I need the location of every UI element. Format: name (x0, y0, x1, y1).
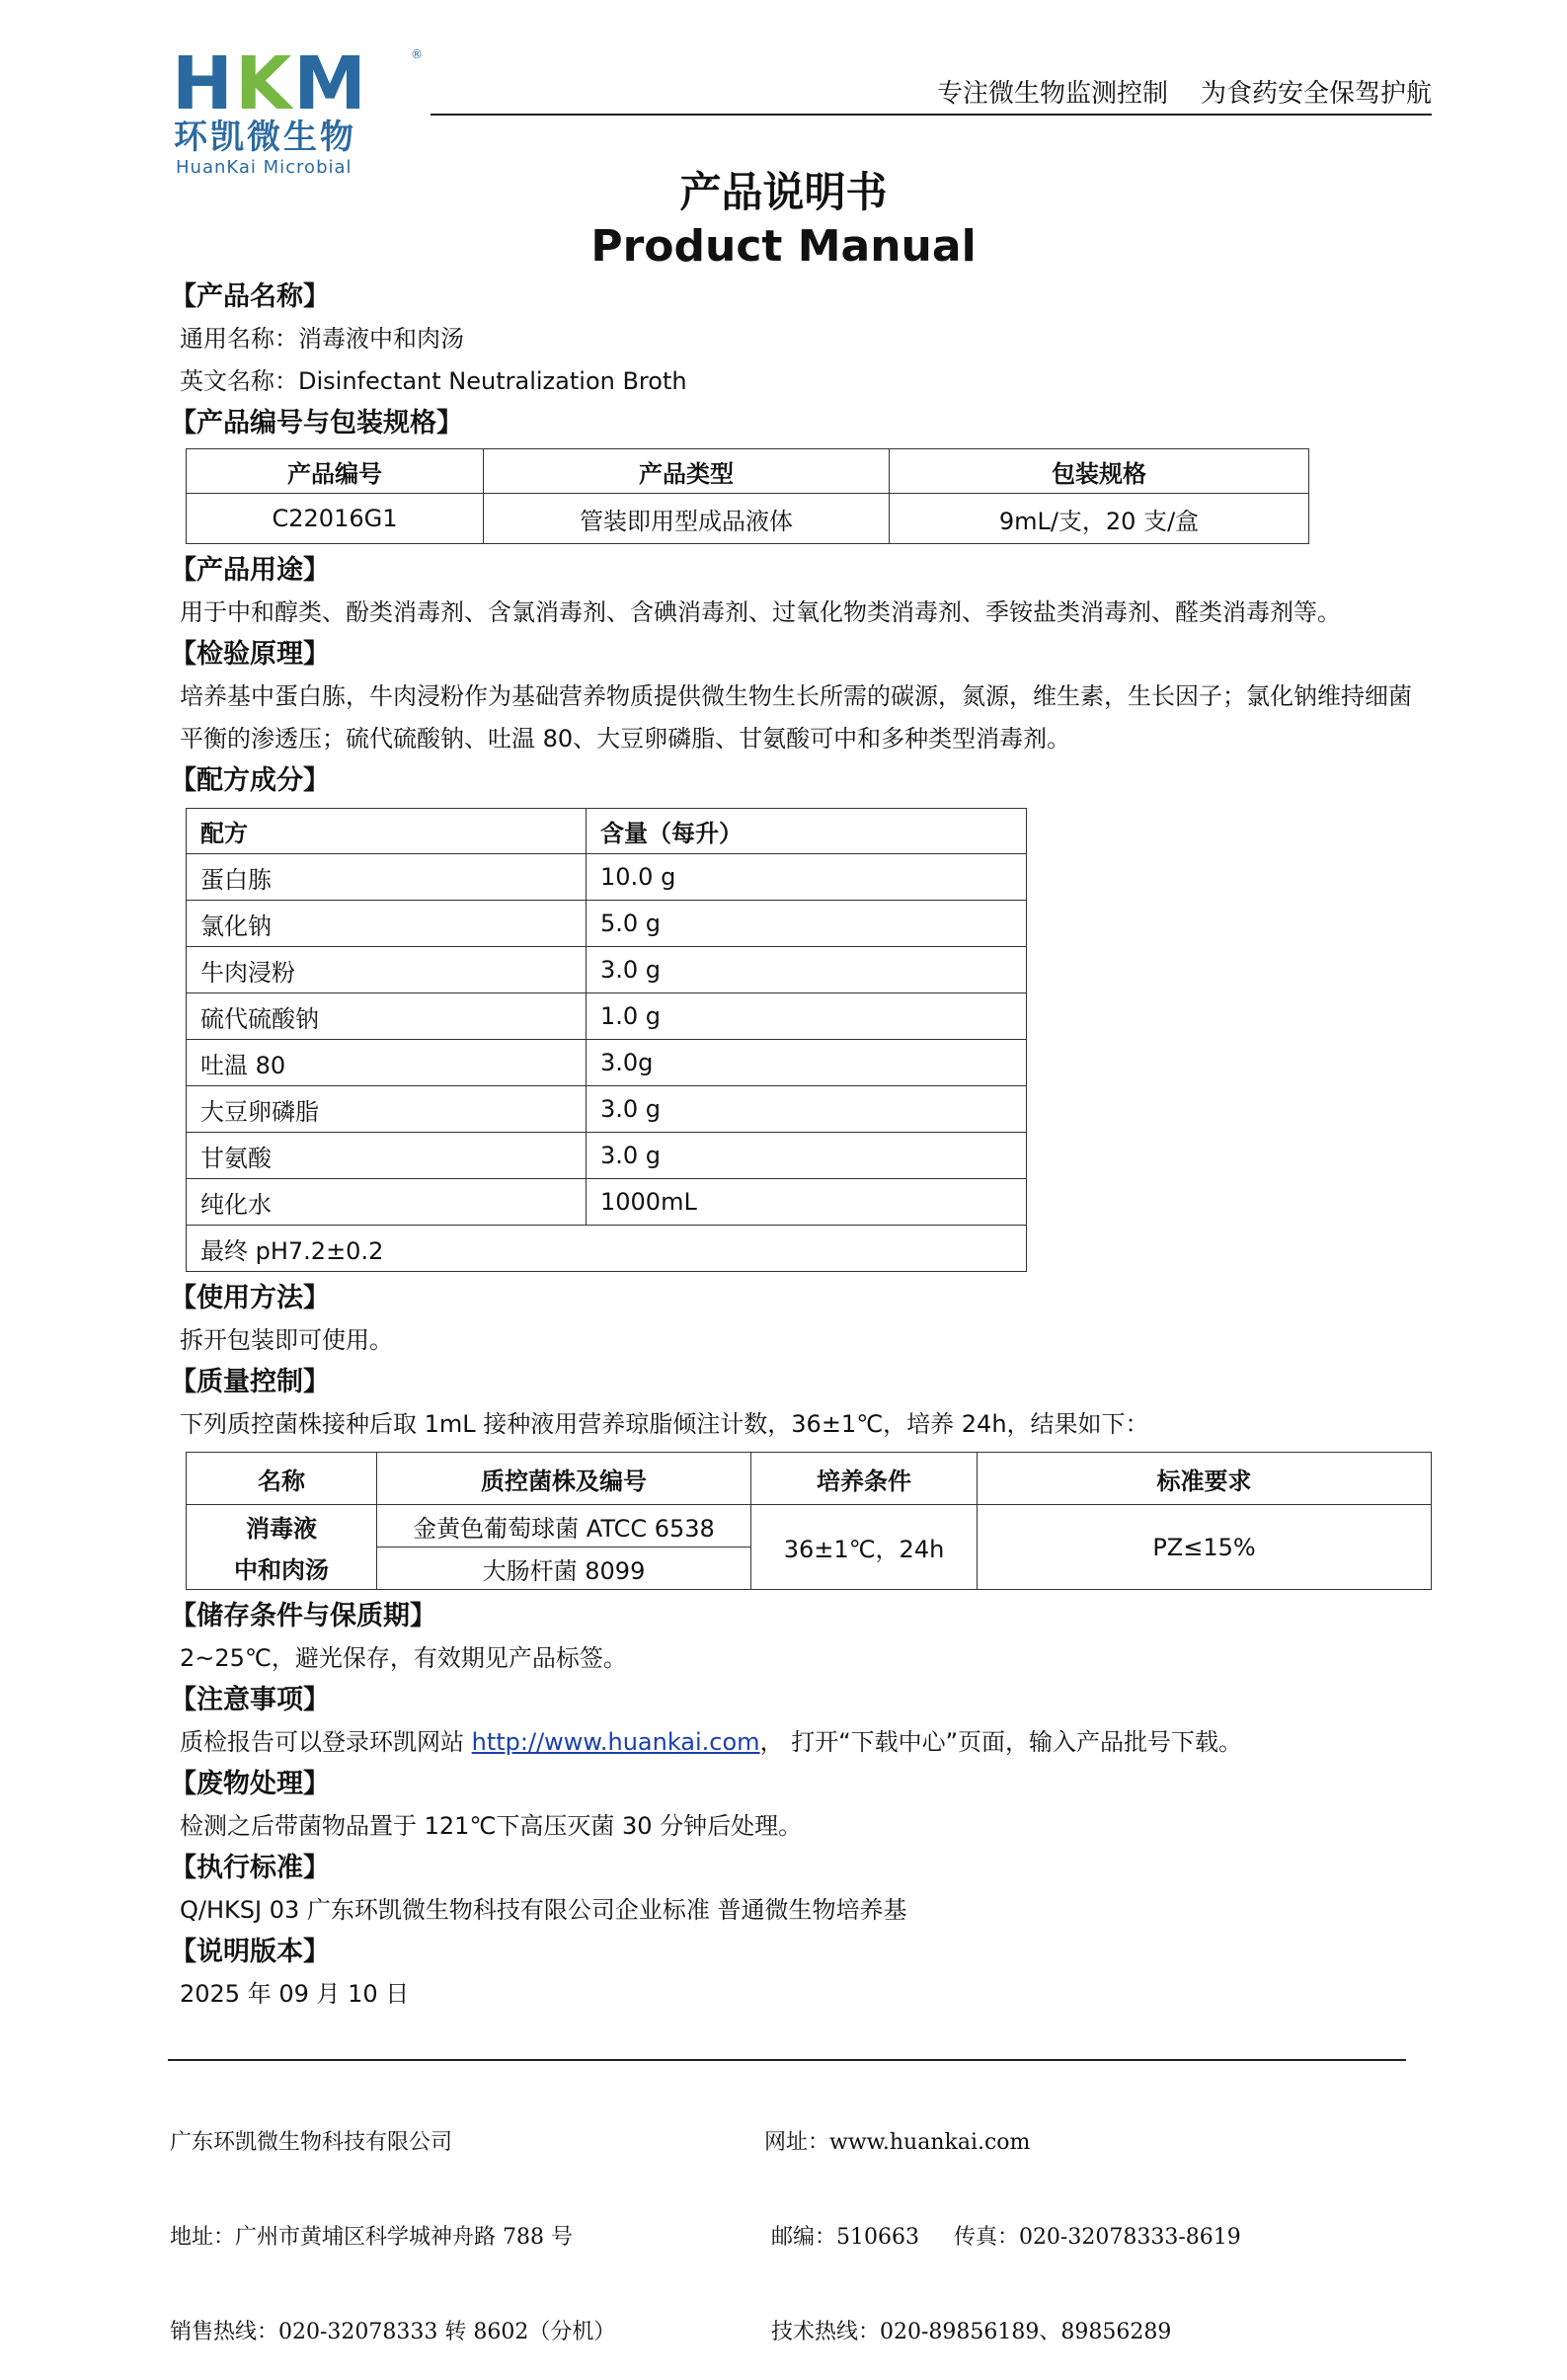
footer-sales: 销售热线：020-32078333 转 8602（分机） (170, 2320, 616, 2344)
ingredient-name: 硫代硫酸钠 (187, 993, 587, 1040)
registered-mark: ® (411, 47, 423, 61)
section-heading-storage: 【储存条件与保质期】 (170, 1601, 436, 1631)
logo-wordmark: HKM (172, 41, 368, 126)
table-header-cell: 配方 (187, 809, 587, 854)
ingredient-name: 大豆卵磷脂 (187, 1086, 587, 1133)
logo-chinese-name: 环凯微生物 (174, 118, 356, 157)
section-heading-version: 【说明版本】 (170, 1937, 330, 1967)
package-spec: 9mL/支，20 支/盒 (890, 494, 1309, 544)
storage-text: 2~25℃，避光保存，有效期见产品标签。 (180, 1644, 627, 1672)
package-table (186, 448, 1309, 544)
table-row (187, 494, 1309, 544)
section-heading-notes: 【注意事项】 (170, 1685, 330, 1715)
table-row (187, 854, 1027, 901)
qc-strain: 金黄色葡萄球菌 ATCC 6538 (377, 1505, 751, 1547)
table-header-cell: 名称 (187, 1453, 377, 1505)
table-header-cell: 质控菌株及编号 (377, 1453, 751, 1505)
footer-tech: 技术热线：020-89856189、89856289 (764, 2320, 1172, 2344)
section-heading-use: 【产品用途】 (170, 555, 330, 586)
table-row (187, 1179, 1027, 1226)
section-heading-formula: 【配方成分】 (170, 765, 330, 796)
waste-text: 检测之后带菌物品置于 121℃下高压灭菌 30 分钟后处理。 (180, 1812, 803, 1840)
footer-website: 网址：www.huankai.com (764, 2130, 1031, 2155)
use-text: 用于中和醇类、酚类消毒剂、含氯消毒剂、含碘消毒剂、过氧化物类消毒剂、季铵盐类消毒剂、醛类消毒剂等。 (180, 598, 1341, 626)
table-header-cell: 标准要求 (978, 1453, 1432, 1505)
notes-suffix: ， 打开“下载中心”页面，输入产品批号下载。 (759, 1728, 1243, 1756)
table-header-cell: 产品编号 (187, 449, 484, 494)
product-code: C22016G1 (187, 494, 484, 544)
english-name: 英文名称：Disinfectant Neutralization Broth (180, 367, 687, 395)
ingredient-amount: 3.0 g (587, 1133, 1027, 1179)
table-header-row (187, 449, 1309, 494)
section-heading-principle: 【检验原理】 (170, 639, 330, 670)
logo-english-name: HuanKai Microbial (176, 157, 353, 178)
ingredient-amount: 1000mL (587, 1179, 1027, 1226)
principle-line-1: 培养基中蛋白胨，牛肉浸粉作为基础营养物质提供微生物生长所需的碳源，氮源，维生素，生长因子；氯化钠维持细菌 (180, 682, 1412, 710)
table-header-cell: 产品类型 (484, 449, 890, 494)
table-row (187, 947, 1027, 993)
table-header-cell: 包装规格 (890, 449, 1309, 494)
table-row (187, 1226, 1027, 1272)
principle-line-2: 平衡的渗透压；硫代硫酸钠、吐温 80、大豆卵磷脂、甘氨酸可中和多种类型消毒剂。 (180, 725, 1071, 753)
version-text: 2025 年 09 月 10 日 (180, 1980, 410, 2008)
table-header-cell: 含量（每升） (587, 809, 1027, 854)
section-heading-package: 【产品编号与包装规格】 (170, 408, 463, 438)
formula-table (186, 808, 1027, 1272)
ingredient-name: 牛肉浸粉 (187, 947, 587, 993)
qc-name-line-2: 中和肉汤 (187, 1547, 377, 1590)
manual-content (170, 277, 1440, 2016)
table-header-row (187, 809, 1027, 854)
ingredient-amount: 1.0 g (587, 993, 1027, 1040)
section-heading-qc: 【质量控制】 (170, 1367, 330, 1397)
ingredient-name: 蛋白胨 (187, 854, 587, 901)
qc-condition: 36±1℃，24h (751, 1505, 978, 1590)
generic-name: 通用名称：消毒液中和肉汤 (180, 325, 464, 353)
section-heading-standard: 【执行标准】 (170, 1853, 330, 1883)
ingredient-amount: 10.0 g (587, 854, 1027, 901)
section-heading-usage: 【使用方法】 (170, 1283, 330, 1313)
page-title-cn: 产品说明书 (679, 168, 888, 216)
qc-intro: 下列质控菌株接种后取 1mL 接种液用营养琼脂倾注计数，36±1℃，培养 24h，结果如下： (180, 1410, 1149, 1438)
standard-text: Q/HKSJ 03 广东环凯微生物科技有限公司企业标准 普通微生物培养基 (180, 1896, 907, 1924)
header-slogan: 专注微生物监测控制 为食药安全保驾护航 (936, 79, 1432, 109)
footer-address: 地址：广州市黄埔区科学城神舟路 788 号 (170, 2225, 573, 2250)
page-title-en: Product Manual (590, 221, 977, 272)
qc-table (186, 1452, 1432, 1590)
table-row (187, 1505, 1432, 1547)
table-header-row (187, 1453, 1432, 1505)
footer-postcode-fax: 邮编：510663 传真：020-32078333-8619 (764, 2225, 1241, 2250)
table-row (187, 901, 1027, 947)
website-link[interactable]: http://www.huankai.com (471, 1728, 760, 1756)
table-row (187, 993, 1027, 1040)
ingredient-amount: 5.0 g (587, 901, 1027, 947)
notes-text (176, 1721, 1440, 1764)
table-row (187, 1040, 1027, 1086)
qc-standard: PZ≤15% (978, 1505, 1432, 1590)
footer-company: 广东环凯微生物科技有限公司 (170, 2130, 453, 2155)
ingredient-name: 甘氨酸 (187, 1133, 587, 1179)
section-heading-name: 【产品名称】 (170, 281, 330, 312)
table-header-cell: 培养条件 (751, 1453, 978, 1505)
ingredient-amount: 3.0g (587, 1040, 1027, 1086)
ingredient-amount: 3.0 g (587, 947, 1027, 993)
ingredient-name: 纯化水 (187, 1179, 587, 1226)
table-row (187, 1133, 1027, 1179)
ingredient-name: 吐温 80 (187, 1040, 587, 1086)
footer-divider (168, 2059, 1406, 2061)
ingredient-name: 氯化钠 (187, 901, 587, 947)
header-divider (431, 114, 1432, 116)
company-logo (172, 41, 429, 178)
footer-left (170, 2064, 615, 2380)
qc-strain: 大肠杆菌 8099 (377, 1547, 751, 1590)
qc-name-line-1: 消毒液 (187, 1505, 377, 1547)
product-type: 管装即用型成品液体 (484, 494, 890, 544)
final-ph: 最终 pH7.2±0.2 (187, 1226, 1027, 1272)
ingredient-amount: 3.0 g (587, 1086, 1027, 1133)
section-heading-waste: 【废物处理】 (170, 1769, 330, 1799)
notes-prefix: 质检报告可以登录环凯网站 (180, 1728, 472, 1756)
footer-right (764, 2064, 1241, 2380)
table-row (187, 1086, 1027, 1133)
usage-text: 拆开包装即可使用。 (180, 1326, 393, 1354)
